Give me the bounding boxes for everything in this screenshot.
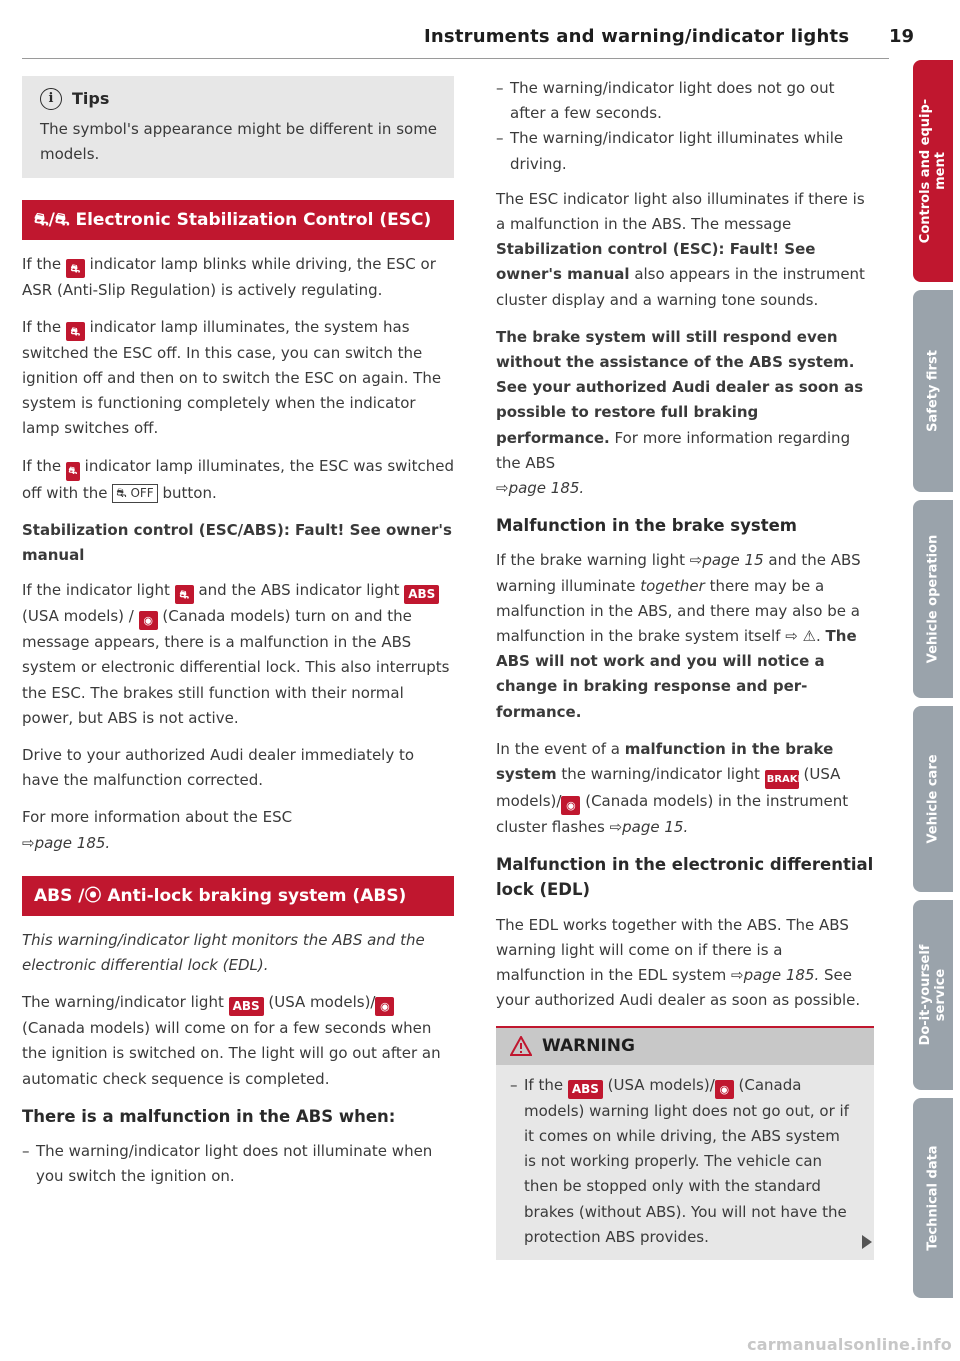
right-column [496, 76, 874, 1260]
tips-box [22, 76, 454, 178]
continued-arrow-icon [862, 1235, 872, 1249]
info-icon: i [40, 88, 62, 110]
text-run: indicator lamp illuminates, the system has switched the ESC off. In this case, you can switch the ignition off and then on to switch the ESC on again. The system is functioning completely when the indicator lamp switches off. [22, 317, 442, 438]
abs-canada-indicator-icon: ◉ [139, 611, 158, 630]
text-run: indicator lamp blinks while driving, the ESC or ASR (Anti-Slip Regulation) is actively regulating. [22, 254, 436, 299]
text-run: If the [22, 254, 62, 273]
text-run-bold: The brake system will still respond even without the assistance of the ABS system. See your authorized Audi dealer as soon as possible to restore full braking performance. [496, 327, 864, 447]
text-run: (USA models)/ [496, 765, 841, 811]
abs-indicator-icon: ABS [404, 585, 439, 604]
text-run: If the [22, 456, 62, 475]
tab-label [926, 535, 941, 663]
warning-box [496, 1026, 874, 1260]
button-label: OFF [130, 485, 154, 500]
edl-malfunction-heading: Malfunction in the electronic differential lock (EDL) [496, 855, 874, 900]
tab-label [926, 754, 941, 843]
text-run: also appears in the instrument cluster display and a warning tone sounds. [496, 265, 865, 309]
watermark: carmanualsonline.info [747, 1334, 952, 1354]
text-run: The EDL works together with the ABS. The ABS warning light will come on if there is a malfunction in the EDL system [496, 915, 849, 985]
esc-indicator-icon: ⛐ [66, 322, 85, 341]
abs-section-banner [22, 876, 454, 916]
text-run: and the ABS indicator light [198, 581, 400, 600]
esc-banner-label: Electronic Stabilization Control (ESC) [75, 209, 432, 230]
abs-indicator-icon: ABS [229, 997, 264, 1016]
abs-para-1 [22, 990, 454, 1092]
text-run: In the event of a [496, 739, 620, 758]
tab-label-text: Vehicle care [925, 754, 941, 844]
tab-vehicle-care[interactable] [913, 706, 953, 892]
text-run: See your authorized Audi dealer as soon as possible. [496, 966, 861, 1010]
page-ref-link[interactable]: ⇨page 15 [689, 551, 764, 570]
tab-safety-first[interactable] [913, 290, 953, 492]
abs-canada-indicator-icon: ◉ [715, 1080, 734, 1099]
text-run: (USA models)/ [268, 993, 376, 1012]
text-run: (Canada models) in the instrument cluster flashes [496, 792, 849, 837]
brake-indicator-icon: BRAKE [765, 770, 799, 789]
warning-ref-link[interactable]: ⇨ ⚠. [785, 627, 821, 646]
text-run: there may be a malfunction in the ABS, and there may also be a malfunction in the brake system itself [496, 576, 860, 646]
abs-para-3 [496, 325, 874, 501]
tab-label-text: Do-it-yourself service [918, 944, 948, 1046]
list-item: – The warning/indicator light illuminates while driving. [496, 126, 874, 176]
esc-para-2 [22, 315, 454, 442]
tab-label-text: Safety first [925, 350, 941, 432]
tab-technical-data[interactable] [913, 1098, 953, 1298]
tab-label [926, 350, 941, 432]
text-run-italic: together [640, 576, 705, 595]
text-run: The warning/indicator light [22, 993, 224, 1012]
section-tabs [913, 0, 960, 1361]
tab-do-it-yourself-service[interactable] [913, 900, 953, 1090]
tab-label-text: Controls and equip- ment [918, 98, 948, 244]
page-ref-link[interactable]: ⇨page 15. [609, 818, 689, 837]
text-run: If the indicator light [22, 581, 170, 600]
page-number: 19 [888, 26, 914, 47]
text-run: If the brake warning light [496, 551, 685, 570]
header-divider [22, 58, 889, 59]
text-run: (Canada models) turn on and the message appears, there is a malfunction in the ABS system or electronic differential lock. This also interrupts the ESC. The brakes still function with their normal power, but ABS is not active. [22, 607, 450, 727]
abs-para-6 [496, 913, 874, 1014]
abs-malfunction-heading: There is a malfunction in the ABS when: [22, 1106, 396, 1126]
tab-label [926, 1145, 941, 1250]
esc-off-indicator-icon: ⛐ [66, 462, 80, 481]
esc-off-button: ⛐ OFF [112, 484, 157, 503]
tab-label-text: Technical data [925, 1145, 941, 1251]
text-run: indicator lamp illuminates, the ESC was switched off with the [22, 456, 454, 502]
warning-triangle-icon [510, 1036, 532, 1056]
list-item: – The warning/indicator light does not go out after a few seconds. [496, 76, 874, 126]
tab-vehicle-operation[interactable] [913, 500, 953, 698]
text-run: For more information about the ESC [22, 808, 293, 827]
tab-label [918, 945, 948, 1046]
list-item [510, 1073, 856, 1250]
esc-para-1 [22, 252, 454, 303]
text-run: and the ABS warning illuminate [496, 551, 861, 595]
abs-malfunction-list-cont [496, 76, 874, 177]
tab-label-text: Vehicle operation [925, 534, 941, 664]
esc-section-banner [22, 200, 454, 240]
tips-heading [40, 86, 438, 111]
esc-indicator-icon: ⛐ [175, 585, 194, 604]
text-run: If the [524, 1075, 564, 1094]
text-run: (Canada models) will come on for a few seconds when the ignition is switched on. The light will go out after an automatic check sequence is completed. [22, 1019, 441, 1088]
list-item: – The warning/indicator light does not illuminate when you switch the ignition on. [22, 1139, 454, 1189]
text-run: If the [22, 317, 62, 336]
warning-heading [496, 1028, 874, 1065]
abs-banner-label: ABS /⦿ Anti-lock braking system (ABS) [34, 885, 407, 906]
text-run: (USA models)/ [607, 1075, 715, 1094]
warning-list [510, 1073, 856, 1250]
abs-para-4 [496, 548, 874, 724]
text-run-bold: malfunction in the brake system [496, 739, 834, 784]
abs-para-2 [496, 187, 874, 313]
esc-para-3 [22, 454, 454, 506]
text-run: (Canada models) warning light does not go out, or if it comes on while driving, the ABS system is not working properly. The vehicle can then be stopped only with the standard brakes (without ABS). You will not have the protection ABS provides. [524, 1075, 849, 1246]
text-run-bold: Stabilization control (ESC): Fault! See owner's manual [496, 240, 816, 284]
abs-indicator-icon: ABS [568, 1080, 603, 1099]
brake-canada-indicator-icon: ◉ [561, 796, 580, 815]
left-column [22, 76, 454, 1199]
esc-icon: ⛐/⛐ [34, 209, 76, 230]
tab-label [918, 99, 948, 243]
abs-malfunction-list [22, 1139, 454, 1189]
text-run-bold: The ABS will not work and you will notice a change in braking response and performance. [496, 627, 857, 721]
text-run: the warning/indicator light [561, 765, 760, 784]
esc-para-5: Drive to your authorized Audi dealer immediately to have the malfunction corrected. [22, 746, 415, 790]
abs-canada-indicator-icon: ◉ [375, 997, 394, 1016]
brake-malfunction-heading: Malfunction in the brake system [496, 516, 797, 536]
abs-intro: This warning/indicator light monitors the ABS and the electronic differential lock (EDL). [22, 930, 425, 975]
page-ref-link[interactable]: ⇨page 185. [731, 966, 820, 985]
text-run: (USA models) / [22, 607, 134, 626]
tips-heading-label: Tips [72, 89, 110, 108]
abs-para-5 [496, 737, 874, 840]
text-run: The ESC indicator light also illuminates if there is a malfunction in the ABS. The message [496, 189, 865, 234]
text-run: For more information regarding the ABS [496, 428, 851, 472]
warning-body [496, 1065, 874, 1260]
esc-fault-heading: Stabilization control (ESC/ABS): Fault! See owner's manual [22, 520, 452, 565]
page-header [424, 22, 914, 50]
text-run: button. [162, 483, 217, 502]
warning-heading-label: WARNING [542, 1035, 635, 1056]
esc-indicator-icon: ⛐ [66, 259, 85, 278]
page-ref-link[interactable]: ⇨page 185. [22, 833, 111, 852]
esc-para-6 [22, 805, 454, 855]
tips-text: The symbol's appearance might be different in some models. [40, 120, 438, 164]
header-title: Instruments and warning/indicator lights [424, 26, 850, 47]
esc-para-4 [22, 578, 454, 731]
tab-controls-and-equipment[interactable] [913, 60, 953, 282]
page-ref-link[interactable]: ⇨page 185. [496, 479, 585, 498]
